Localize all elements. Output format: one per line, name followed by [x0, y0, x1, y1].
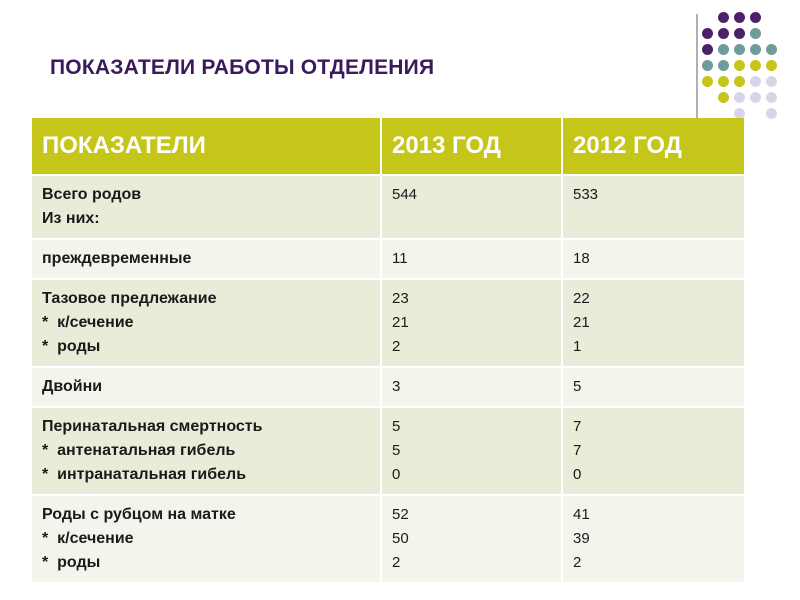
decorative-dot [734, 28, 745, 39]
value-line: 5 [573, 378, 582, 395]
value-line: 3 [392, 378, 401, 395]
value-line: 50 [392, 530, 409, 547]
row-label-cell [32, 407, 381, 495]
value-line: 5 [392, 418, 401, 435]
row-label-line: * к/сечение [42, 314, 134, 331]
decorative-dot [718, 76, 729, 87]
decorative-dot [766, 108, 777, 119]
decorative-dot [766, 44, 777, 55]
value-line: 39 [573, 530, 590, 547]
value-2013-cell [381, 175, 562, 239]
value-2012-cell [562, 239, 744, 279]
value-line: 7 [573, 442, 582, 459]
row-label-line: * роды [42, 338, 101, 355]
header-2012: 2012 ГОД [562, 118, 744, 175]
row-label-cell [32, 495, 381, 582]
value-line: 533 [573, 186, 599, 203]
decorative-dot [718, 12, 729, 23]
value-2012-cell [562, 495, 744, 582]
header-indicators: ПОКАЗАТЕЛИ [32, 118, 381, 175]
decorative-dot [766, 60, 777, 71]
value-line: 7 [573, 418, 582, 435]
decorative-dot [718, 92, 729, 103]
value-line: 0 [573, 466, 582, 483]
value-2013-cell [381, 279, 562, 367]
table-row [32, 367, 744, 407]
value-line: 21 [573, 314, 590, 331]
decorative-dot [750, 60, 761, 71]
decorative-dot [734, 76, 745, 87]
value-line: 544 [392, 186, 418, 203]
row-label-line: * роды [42, 554, 101, 571]
value-line: 2 [392, 554, 401, 571]
value-line: 23 [392, 290, 409, 307]
value-2013-cell [381, 407, 562, 495]
table-row [32, 279, 744, 367]
decorative-dot [734, 92, 745, 103]
row-label-line: Двойни [42, 378, 103, 395]
value-line: 11 [392, 250, 408, 267]
value-line: 21 [392, 314, 409, 331]
row-label-cell [32, 367, 381, 407]
value-2012-cell [562, 175, 744, 239]
decorative-dot [702, 44, 713, 55]
value-line: 22 [573, 290, 590, 307]
value-line: 5 [392, 442, 401, 459]
value-line: 2 [573, 554, 582, 571]
decorative-dot [734, 60, 745, 71]
row-label-cell [32, 239, 381, 279]
decorative-dot [750, 44, 761, 55]
decorative-vertical-line [696, 14, 698, 120]
table-row [32, 495, 744, 582]
row-label-line: * к/сечение [42, 530, 134, 547]
decorative-dot [750, 28, 761, 39]
row-label-line: Роды с рубцом на матке [42, 506, 236, 523]
value-2012-cell [562, 279, 744, 367]
decorative-dot [702, 60, 713, 71]
value-line: 41 [573, 506, 590, 523]
value-line: 0 [392, 466, 401, 483]
row-label-line: преждевременные [42, 250, 192, 267]
decorative-dot [718, 28, 729, 39]
value-2013-cell [381, 495, 562, 582]
value-2013-cell [381, 239, 562, 279]
page-title: ПОКАЗАТЕЛИ РАБОТЫ ОТДЕЛЕНИЯ [50, 56, 435, 79]
decorative-dot [766, 76, 777, 87]
value-line: 1 [573, 338, 582, 355]
row-label-cell [32, 175, 381, 239]
row-label-line: * интранатальная гибель [42, 466, 247, 483]
value-2012-cell [562, 407, 744, 495]
table-header-row [32, 118, 744, 175]
row-label-line: Всего родов [42, 186, 142, 203]
decorative-dot [702, 76, 713, 87]
value-line: 18 [573, 250, 590, 267]
decorative-dot [750, 92, 761, 103]
row-label-line: * антенатальная гибель [42, 442, 236, 459]
row-label-line: Тазовое предлежание [42, 290, 217, 307]
value-2012-cell [562, 367, 744, 407]
value-line: 52 [392, 506, 409, 523]
decorative-dot [766, 92, 777, 103]
decorative-dot [750, 76, 761, 87]
decorative-dot [702, 28, 713, 39]
table-row [32, 239, 744, 279]
table-row [32, 407, 744, 495]
stats-table [32, 118, 744, 582]
header-2013: 2013 ГОД [381, 118, 562, 175]
value-2013-cell [381, 367, 562, 407]
decorative-dot [734, 12, 745, 23]
decorative-dot [750, 12, 761, 23]
table-row [32, 175, 744, 239]
decorative-dot [718, 60, 729, 71]
row-label-line: Из них: [42, 210, 100, 227]
value-line: 2 [392, 338, 401, 355]
decorative-dot [734, 44, 745, 55]
decorative-dot [718, 44, 729, 55]
row-label-line: Перинатальная смертность [42, 418, 263, 435]
row-label-cell [32, 279, 381, 367]
